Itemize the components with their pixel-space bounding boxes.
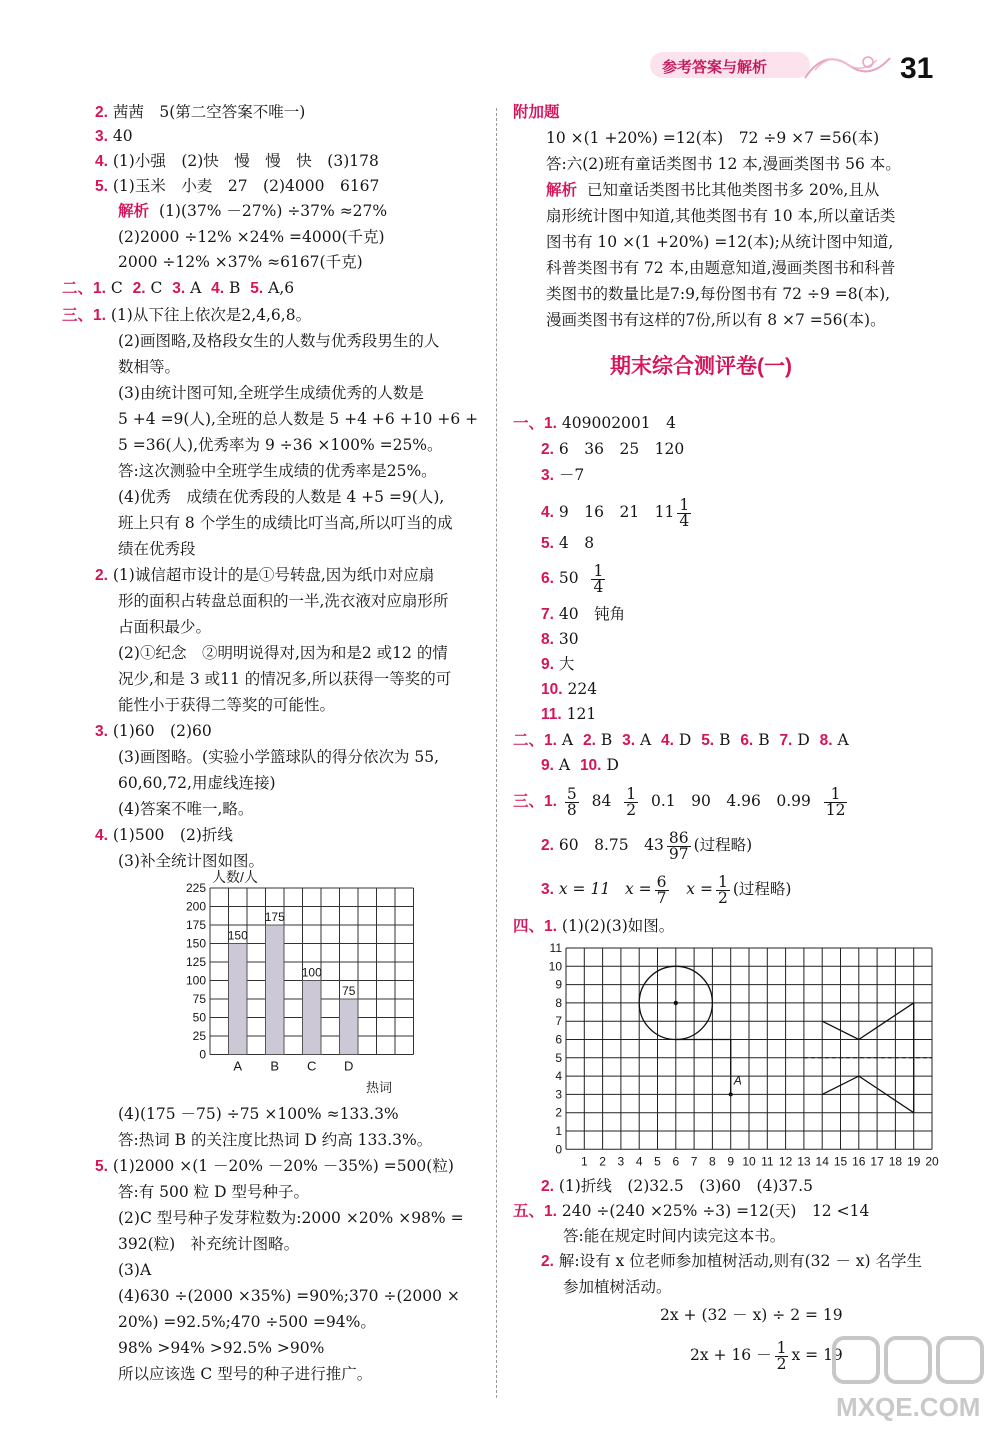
y-tick-label: 175 (185, 918, 206, 932)
answer-line: (4)630 ÷(2000 ×35%) =90%;370 ÷(2000 × (118, 1287, 460, 1305)
answer-line: 2000 ÷12% ×37% ≈6167(千克) (118, 253, 363, 271)
page-number: 31 (900, 52, 934, 85)
answer-line: 5 =36(人),优秀率为 9 ÷36 ×100% =25%。 (118, 436, 443, 454)
bar-value-label: 100 (301, 965, 322, 980)
bar-value-label: 75 (342, 984, 356, 998)
answer-line: 60,60,72,用虚线连接) (118, 774, 276, 792)
x-tick-label: B (270, 1058, 280, 1074)
answer-line: 况少,和是 3 或11 的情况多,所以获得一等奖的可 (118, 670, 452, 688)
answer-line: 2. 茜茜 5(第二空答案不唯一) (95, 103, 306, 121)
y-tick-label: 1 (555, 1124, 562, 1138)
equation-line: 2x + (32 － x) ÷ 2 = 19 (660, 1306, 843, 1324)
answer-line: 答:有 500 粒 D 型号种子。 (118, 1183, 309, 1201)
answer-line: 2. 6 36 25 120 (541, 440, 685, 458)
x-tick-label: 3 (617, 1154, 625, 1169)
answer-line: 答:能在规定时间内读完这本书。 (563, 1227, 786, 1245)
x-tick-label: 20 (925, 1154, 939, 1169)
header-decoration (0, 0, 1000, 100)
answer-line: (3)A (118, 1261, 152, 1279)
fraction: $\frac{1}{4}$ (593, 561, 604, 596)
answer-line: (4)(175 －75) ÷75 ×100% ≈133.3% (118, 1105, 399, 1123)
bar-value-label: 150 (227, 928, 248, 943)
x-tick-label: 17 (870, 1154, 884, 1169)
answer-line: 参加植树活动。 (563, 1278, 672, 1296)
circle-center (674, 1001, 678, 1005)
grid-ticks (549, 941, 939, 1168)
x-tick-label: 11 (761, 1154, 774, 1169)
x-tick-label: 14 (815, 1154, 829, 1169)
fraction: $\frac{1}{2}$ (626, 784, 637, 819)
answer-line: 答:六(2)班有童话类图书 12 本,漫画类图书 56 本。 (546, 155, 901, 173)
answer-line: (3)由统计图可知,全班学生成绩优秀的人数是 (118, 384, 424, 402)
answer-line: 4. (1)500 (2)折线 (95, 826, 233, 844)
answer-line: (2)2000 ÷12% ×24% =4000(千克) (118, 228, 385, 246)
y-tick-label: 50 (192, 1010, 206, 1025)
answer-line: 类图书的数量比是7:9,每份图书有 72 ÷9 =8(本), (546, 285, 891, 303)
y-tick-label: 200 (185, 899, 206, 914)
answer-line: 图书有 10 ×(1 +20%) =12(本);从统计图中知道, (546, 233, 894, 251)
svg-text:MXQE.COM: MXQE.COM (836, 1392, 981, 1422)
y-tick-label: 150 (185, 936, 206, 951)
coordinate-grid-figure (540, 940, 950, 1172)
answer-line: (3)画图略。(实验小学篮球队的得分依次为 55, (118, 748, 440, 766)
x-tick-label: 16 (852, 1154, 866, 1169)
y-tick-label: 11 (549, 941, 562, 955)
answer-line: 5. 4 8 (541, 534, 595, 552)
choice-line: 二、1. A 2. B 3. A 4. D 5. B 6. B 7. D 8. A (513, 730, 849, 749)
answer-line: 3. 40 (95, 127, 133, 145)
answer-line: 扇形统计图中知道,其他类图书有 10 本,所以童话类 (546, 207, 896, 225)
fraction: $\frac{1}{12}$ (825, 784, 846, 819)
answer-line: 班上只有 8 个学生的成绩比叮当高,所以叮当的成 (118, 514, 453, 532)
x-tick-label: C (307, 1058, 317, 1074)
bar-value-label: 175 (264, 910, 285, 924)
x-tick-label: 18 (888, 1154, 903, 1169)
bar (229, 944, 248, 1055)
analysis-line: 解析 已知童话类图书比其他类图书多 20%,且从 (546, 181, 880, 199)
bar (303, 981, 322, 1055)
answer-line: 5 +4 =9(人),全班的总人数是 5 +4 +6 +10 +6 + (118, 410, 479, 428)
answer-line: 6. 50 $\frac{1}{4}$ (541, 561, 604, 596)
y-tick-label: 0 (555, 1142, 562, 1157)
section-title-extra: 附加题 (513, 102, 560, 121)
answer-line: 98% >94% >92.5% >90% (118, 1339, 325, 1357)
y-tick-label: 2 (555, 1105, 562, 1120)
grid-lines (566, 948, 932, 1149)
answer-line: 答:热词 B 的关注度比热词 D 约高 133.3%。 (118, 1131, 433, 1149)
answer-line: (4)答案不唯一,略。 (118, 800, 254, 818)
bar (266, 925, 285, 1055)
answer-line: (4)优秀 成绩在优秀段的人数是 4 +5 =9(人), (118, 488, 445, 506)
fraction: $\frac{1}{2}$ (776, 1338, 787, 1373)
point-a (729, 1092, 733, 1096)
answer-line: 3. x = 11 x = $\frac{6}{7}$ x = $\frac{1}{2}$ (过程略) (541, 872, 792, 907)
answer-line: 5. (1)玉米 小麦 27 (2)4000 6167 (95, 177, 380, 195)
answer-line: 一、1. 409002001 4 (513, 413, 677, 432)
answer-line: 10 ×(1 +20%) =12(本) 72 ÷9 ×7 =56(本) (546, 129, 880, 147)
y-tick-label: 6 (555, 1032, 562, 1047)
fraction: $\frac{6}{7}$ (656, 872, 667, 907)
exam-title: 期末综合测评卷(一) (610, 355, 792, 378)
y-tick-label: 5 (555, 1050, 562, 1065)
answer-line: 4. 9 16 21 11 $\frac{1}{4}$ (541, 495, 690, 530)
x-tick-label: 1 (580, 1154, 588, 1169)
y-tick-label: 8 (555, 995, 562, 1010)
x-tick-label: 7 (690, 1154, 698, 1169)
answer-line: 2. (1)诚信超市设计的是①号转盘,因为纸巾对应扇 (95, 566, 435, 584)
x-tick-label: 10 (742, 1154, 756, 1169)
line-segment (676, 1040, 731, 1095)
x-tick-label: 6 (672, 1154, 680, 1169)
answer-line: 3. －7 (541, 466, 585, 484)
y-tick-label: 9 (555, 977, 562, 992)
y-tick-label: 125 (185, 955, 206, 969)
answer-line: 5. (1)2000 ×(1 －20% －20% －35%) =500(粒) (95, 1157, 454, 1175)
point-a-label: A (733, 1073, 742, 1088)
y-tick-label: 100 (185, 973, 206, 988)
x-tick-label: 8 (709, 1154, 716, 1169)
y-tick-label: 75 (192, 992, 206, 1006)
answer-line: 2. 60 8.75 43 $\frac{86}{97}$ (过程略) (541, 828, 753, 863)
answer-line: 10. 224 (541, 680, 598, 698)
answer-line: (2)C 型号种子发芽粒数为:2000 ×20% ×98% = (118, 1209, 464, 1227)
x-tick-label: 13 (797, 1154, 811, 1169)
fraction: $\frac{86}{97}$ (668, 828, 689, 863)
answer-line: 五、1. 240 ÷(240 ×25% ÷3) =12(天) 12 <14 (513, 1201, 870, 1220)
chart-xlabel: 热词 (366, 1080, 393, 1095)
answer-line: 数相等。 (118, 358, 181, 376)
answer-line: 能性小于获得二等奖的可能性。 (118, 696, 336, 714)
y-tick-label: 0 (199, 1047, 206, 1062)
y-tick-label: 4 (555, 1069, 562, 1084)
header-title: 参考答案与解析 (662, 59, 768, 76)
fraction: $\frac{1}{4}$ (679, 495, 690, 530)
x-tick-label: A (233, 1058, 243, 1074)
answer-line: 四、1. (1)(2)(3)如图。 (513, 916, 675, 935)
answer-line: (3)补全统计图如图。 (118, 852, 264, 870)
chart-ylabel: 人数/人 (212, 869, 258, 885)
answer-line: 2. (1)折线 (2)32.5 (3)60 (4)37.5 (541, 1177, 813, 1195)
answer-line: 3. (1)60 (2)60 (95, 722, 212, 740)
x-tick-label: 9 (727, 1154, 735, 1169)
answer-line: 漫画类图书有这样的7份,所以有 8 ×7 =56(本)。 (546, 311, 886, 329)
y-tick-label: 10 (548, 959, 562, 974)
x-tick-label: 4 (635, 1154, 643, 1169)
answer-line: 三、1. $\frac{5}{8}$ 84 $\frac{1}{2}$ 0.1 90 4.96 0.99 $\frac{1}{12}$ (513, 784, 846, 819)
choice-line: 二、1. C 2. C 3. A 4. B 5. A,6 (62, 278, 295, 297)
y-tick-label: 225 (185, 881, 206, 895)
answer-line: 形的面积占转盘总面积的一半,洗衣液对应扇形所 (118, 592, 449, 610)
bar (340, 999, 359, 1055)
answer-line: 8. 30 (541, 630, 579, 648)
page-header (0, 0, 1000, 100)
answer-line: 9. 大 (541, 655, 575, 673)
y-tick-label: 3 (555, 1087, 562, 1102)
answer-line: 392(粒) 补充统计图略。 (118, 1235, 300, 1253)
answer-line: 占面积最少。 (118, 618, 212, 636)
fraction: $\frac{1}{2}$ (717, 872, 728, 907)
hot-word-bar-chart (170, 866, 430, 1098)
equation-line: 2x + 16 － $\frac{1}{2}$ x = 19 (690, 1338, 843, 1373)
y-tick-label: 7 (555, 1014, 562, 1029)
x-tick-label: 2 (599, 1154, 606, 1169)
x-tick-label: 15 (833, 1154, 848, 1169)
answer-line: 所以应该选 C 型号的种子进行推广。 (118, 1365, 373, 1383)
choice-line: 9. A 10. D (541, 756, 619, 774)
answer-line: 20%) =92.5%;470 ÷500 =94%。 (118, 1313, 376, 1331)
answer-line: 三、1. (1)从下往上依次是2,4,6,8。 (62, 305, 312, 324)
x-tick-label: 12 (778, 1154, 793, 1169)
answer-line: 绩在优秀段 (118, 540, 196, 558)
chart-bars (228, 910, 358, 1055)
x-tick-label: D (344, 1058, 354, 1074)
watermark-logo (830, 1330, 995, 1425)
answer-line: 科普类图书有 72 本,由题意知道,漫画类图书和科普 (546, 259, 896, 277)
answer-line: (2)①纪念 ②明明说得对,因为和是2 或12 的情 (118, 644, 448, 662)
fraction: $\frac{5}{8}$ (566, 784, 577, 819)
column-divider (496, 108, 497, 1398)
answer-line: 2. 解:设有 x 位老师参加植树活动,则有(32 － x) 名学生 (541, 1252, 922, 1270)
answer-line: (2)画图略,及格段女生的人数与优秀段男生的人 (118, 332, 440, 350)
answer-line: 4. (1)小强 (2)快 慢 慢 快 (3)178 (95, 152, 379, 170)
analysis-line: 解析 (1)(37% －27%) ÷37% ≈27% (118, 202, 388, 220)
x-tick-label: 19 (907, 1154, 921, 1169)
y-tick-label: 25 (192, 1029, 206, 1043)
answer-line: 答:这次测验中全班学生成绩的优秀率是25%。 (118, 462, 437, 480)
x-tick-label: 5 (654, 1154, 661, 1169)
answer-line: 11. 121 (541, 705, 597, 723)
answer-line: 7. 40 钝角 (541, 605, 626, 623)
